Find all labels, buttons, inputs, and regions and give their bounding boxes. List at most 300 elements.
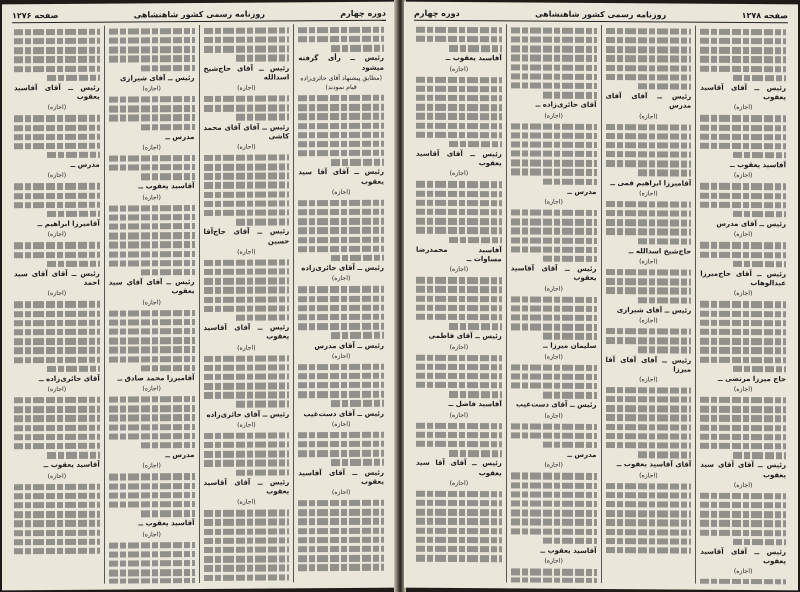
body-text-line (700, 415, 786, 422)
body-text-line (416, 85, 502, 92)
body-text-line (416, 295, 502, 302)
body-text-line (511, 364, 597, 371)
body-text-line (606, 142, 692, 149)
body-text-line (204, 556, 290, 563)
body-text-line (511, 323, 597, 330)
body-text-line (606, 37, 692, 44)
body-text-line (700, 529, 786, 536)
body-text-line (109, 483, 195, 490)
body-text-line (298, 500, 384, 507)
entry-note: (اجازه) (544, 198, 563, 206)
body-text-line (700, 356, 786, 363)
body-text-line (331, 255, 384, 262)
body-text-line (109, 473, 195, 480)
entry-note: (اجازه) (544, 353, 563, 361)
body-text-line (511, 73, 597, 80)
speaker-entry (109, 278, 195, 307)
body-text-line (416, 527, 502, 534)
body-text-line (511, 46, 597, 53)
body-text-line (204, 105, 290, 112)
body-text-line (733, 152, 786, 159)
speaker-name: رئیس ــ آقای آقاسید یعقوب (14, 83, 100, 101)
body-text-line (141, 124, 194, 131)
entry-note: (اجازه) (331, 420, 351, 428)
body-text-line (47, 152, 100, 159)
body-text-line (141, 365, 194, 372)
body-text-line (606, 433, 692, 440)
body-text-line (511, 27, 597, 34)
body-text-line (700, 319, 786, 326)
speaker-entry (511, 265, 597, 294)
body-text-line (141, 173, 194, 180)
speaker-entry (204, 123, 290, 152)
entry-note: (اجازه) (733, 568, 753, 576)
body-text-line (700, 28, 786, 35)
body-text-line (298, 432, 384, 439)
body-text-line (47, 74, 100, 81)
body-text-line (511, 132, 597, 139)
speaker-name: رئیس ــ آقای آقای آقا میرزا (605, 355, 692, 374)
speaker-entry (416, 245, 502, 274)
body-text-line (298, 131, 384, 138)
speaker-name: آقاسید یعقوب ــ (138, 519, 195, 528)
body-text-line (606, 547, 692, 554)
speaker-entry (511, 101, 597, 121)
body-text-line (511, 473, 597, 480)
speaker-entry (109, 133, 195, 153)
entry-note: (اجازه) (733, 172, 753, 180)
body-text-line (511, 500, 597, 507)
body-text-line (109, 542, 195, 549)
body-text-line (204, 46, 290, 53)
speaker-entry (109, 519, 195, 539)
body-text-line (14, 415, 100, 422)
body-text-line (14, 183, 100, 190)
body-text-line (331, 45, 384, 52)
page-number: صفحه ۱۲۷۶ (12, 10, 59, 20)
body-text-line (298, 27, 384, 34)
body-text-line (416, 422, 502, 429)
speaker-entry (606, 460, 692, 480)
speaker-entry (700, 548, 786, 577)
body-text-line (109, 569, 195, 576)
body-text-line (14, 28, 100, 35)
body-text-line (331, 400, 384, 407)
speaker-name: سلیمان میرزا ــ (542, 342, 597, 351)
body-text-line (14, 115, 100, 122)
body-text-line (204, 296, 290, 303)
body-text-line (109, 205, 195, 212)
body-text-line (511, 432, 597, 439)
body-text-line (14, 406, 100, 413)
body-text-line (298, 564, 384, 571)
body-text-line (204, 392, 290, 399)
body-text-line (700, 47, 786, 54)
body-text-line (416, 181, 502, 188)
text-columns (10, 24, 388, 585)
body-text-line (416, 227, 502, 234)
body-text-line (416, 546, 502, 553)
body-text-line (47, 452, 100, 459)
body-text-line (204, 432, 290, 439)
entry-note: (اجازه) (544, 412, 563, 420)
speaker-name: آقامیرزا ابراهیم ــ (37, 219, 100, 229)
body-text-line (606, 337, 692, 344)
body-text-line (204, 259, 290, 266)
body-text-line (606, 405, 692, 412)
body-text-line (14, 47, 100, 54)
newspaper-title: روزنامه رسمی کشور شاهنشاهی (133, 9, 265, 19)
body-text-line (511, 169, 597, 176)
speaker-entry (298, 468, 384, 497)
body-text-line (14, 443, 100, 450)
body-text-line (14, 133, 100, 140)
body-text-line (14, 347, 100, 354)
body-text-line (109, 28, 195, 35)
body-text-line (543, 333, 596, 340)
entry-note: (اجازه) (449, 170, 469, 178)
body-text-line (606, 424, 692, 431)
body-text-line (14, 483, 100, 490)
body-text-line (511, 305, 597, 312)
body-text-line (14, 538, 100, 545)
body-text-line (700, 347, 786, 354)
body-text-line (733, 539, 786, 546)
body-text-line (204, 537, 290, 544)
body-text-line (236, 314, 289, 321)
entry-note: (اجازه) (544, 462, 563, 470)
body-text-line (543, 92, 596, 99)
body-text-line (14, 202, 100, 209)
body-text-line (14, 338, 100, 345)
text-column (412, 24, 506, 583)
speaker-entry (700, 375, 786, 395)
body-text-line (511, 219, 597, 226)
body-text-line (733, 452, 786, 459)
body-text-line (298, 236, 384, 243)
speaker-entry (204, 64, 290, 93)
speaker-entry (416, 54, 502, 74)
body-text-line (606, 28, 692, 35)
body-text-line (416, 200, 502, 207)
speaker-entry (14, 161, 100, 181)
entry-note: (اجازه) (544, 557, 563, 565)
body-text-line (109, 337, 195, 344)
entry-note: (اجازه) (47, 172, 67, 180)
body-text-line (109, 223, 195, 230)
body-text-line (638, 238, 691, 245)
body-text-line (298, 141, 384, 148)
body-text-line (606, 219, 692, 226)
body-text-line (606, 387, 692, 394)
body-text-line (638, 297, 691, 304)
body-text-line (700, 511, 786, 518)
body-text-line (14, 65, 100, 72)
speaker-entry (109, 451, 195, 471)
entry-note: (اجازه) (733, 386, 753, 394)
entry-note: (اجازه) (331, 188, 351, 196)
body-text-line (109, 214, 195, 221)
body-text-line (511, 382, 597, 389)
body-text-line (511, 55, 597, 62)
speaker-name: رئیس ــ آقای مدرس (716, 220, 786, 229)
body-text-line (416, 95, 502, 102)
body-text-line (700, 397, 786, 404)
speaker-name: رئیس ــ آقای آقاسید یعقوب (700, 547, 786, 566)
body-text-line (204, 382, 290, 389)
entry-note: (اجازه) (47, 290, 67, 298)
body-text-line (204, 182, 290, 189)
body-text-line (700, 133, 786, 140)
body-text-line (606, 124, 692, 131)
speaker-entry (606, 92, 692, 121)
speaker-name: آقاسید یعقوب ــ (43, 461, 100, 470)
body-text-line (14, 38, 100, 45)
body-text-line (416, 286, 502, 293)
body-text-line (606, 510, 692, 517)
body-text-line (14, 301, 100, 308)
left-page (2, 2, 396, 591)
body-text-line (109, 405, 195, 412)
speaker-name: رئیس ــ آقای حاج‌شیخ اسدالله (203, 63, 290, 82)
text-column (506, 24, 601, 583)
speaker-entry (606, 356, 692, 385)
speaker-entry (700, 220, 786, 240)
entry-note: (اجازه) (733, 104, 753, 112)
body-text-line (14, 192, 100, 199)
body-text-line (416, 441, 502, 448)
body-text-line (606, 538, 692, 545)
body-text-line (606, 492, 692, 499)
body-text-line (511, 314, 597, 321)
body-text-line (236, 469, 289, 476)
entry-note: (اجازه) (449, 343, 469, 351)
body-text-line (298, 227, 384, 234)
speaker-name: آقاسید یعقوب ــ (729, 161, 786, 170)
body-text-line (14, 520, 100, 527)
body-text-line (511, 491, 597, 498)
entry-note: (اجازه) (639, 471, 658, 480)
body-text-line (109, 328, 195, 335)
body-text-line (204, 441, 290, 448)
body-text-line (638, 170, 691, 177)
body-text-line (449, 141, 502, 148)
body-text-line (298, 323, 384, 330)
text-column (104, 25, 199, 584)
session-label: دوره چهارم (340, 8, 386, 18)
body-text-line (298, 104, 384, 111)
speaker-name: رئیس ــ آقای آقای سید یعقوب (108, 278, 195, 296)
entry-note: (اجازه) (237, 84, 256, 92)
speaker-name: رئیس ــ آقای شیرازی (616, 305, 692, 315)
entry-note: (اجازه) (237, 344, 256, 352)
speaker-entry (14, 270, 100, 299)
body-text-line (204, 528, 290, 535)
body-text-line (606, 151, 692, 158)
body-text-line (109, 346, 195, 353)
body-text-line (204, 163, 290, 170)
text-columns (412, 24, 790, 585)
body-text-line (606, 415, 692, 422)
body-text-line (543, 392, 596, 399)
body-text-line (416, 209, 502, 216)
entry-note: (اجازه) (449, 479, 469, 487)
body-text-line (700, 192, 786, 199)
speaker-entry (606, 306, 692, 326)
entry-note: (اجازه) (47, 231, 67, 239)
body-text-line (606, 210, 692, 217)
entry-note: (اجازه) (142, 385, 161, 393)
entry-note: (اجازه) (449, 266, 469, 274)
body-text-line (298, 373, 384, 380)
speaker-entry (416, 459, 502, 488)
body-text-line (109, 155, 195, 162)
text-column (293, 24, 388, 583)
body-text-line (47, 365, 100, 372)
body-text-line (14, 492, 100, 499)
body-text-line (416, 113, 502, 120)
speaker-name: آقای حائری‌زاده ــ (535, 100, 597, 110)
speaker-name: رئیس ــ آقای آقاسید یعقوب (298, 468, 384, 486)
speaker-name: رئیس ــ آقای دست‌غیب (516, 400, 597, 410)
body-text-line (14, 143, 100, 150)
speaker-name: حاج‌شیخ اسدالله ــ (628, 246, 692, 256)
speaker-entry (416, 150, 502, 179)
body-text-line (298, 218, 384, 225)
body-text-line (543, 442, 596, 449)
body-text-line (109, 105, 195, 112)
entry-note: (مطابق پیشنهاد آقای حائری‌زاده قیام نمودند) (300, 74, 382, 92)
speaker-entry (700, 461, 786, 490)
newspaper-title: روزنامه رسمی کشور شاهنشاهی (535, 9, 667, 19)
entry-note: (اجازه) (639, 258, 658, 266)
body-text-line (14, 511, 100, 518)
text-column (695, 26, 790, 585)
body-text-line (331, 459, 384, 466)
body-text-line (606, 501, 692, 508)
body-text-line (606, 201, 692, 208)
body-text-line (606, 74, 692, 81)
body-text-line (204, 305, 290, 312)
speaker-name: رئیس ــ آقای دست‌غیب (303, 409, 384, 418)
body-text-line (14, 548, 100, 555)
entry-note: (اجازه) (142, 193, 161, 202)
body-text-line (109, 114, 195, 121)
body-text-line (204, 460, 290, 467)
body-text-line (298, 450, 384, 457)
body-text-line (109, 96, 195, 103)
body-text-line (700, 143, 786, 150)
body-text-line (14, 529, 100, 536)
body-text-line (511, 209, 597, 216)
body-text-line (700, 329, 786, 336)
body-text-line (298, 546, 384, 553)
body-text-line (606, 46, 692, 53)
body-text-line (700, 38, 786, 45)
entry-note: (اجازه) (142, 298, 161, 306)
speaker-entry (511, 342, 597, 362)
body-text-line (109, 164, 195, 171)
entry-note: (اجازه) (639, 376, 658, 384)
body-text-line (204, 268, 290, 275)
body-text-line (416, 76, 502, 83)
body-text-line (298, 363, 384, 370)
speaker-name: رئیس ــ آقای حاج‌میرزا عبدالوهاب (700, 269, 786, 288)
body-text-line (700, 310, 786, 317)
body-text-line (204, 154, 290, 161)
body-text-line (204, 565, 290, 572)
body-text-line (14, 356, 100, 363)
body-text-line (416, 190, 502, 197)
body-text-line (416, 500, 502, 507)
speaker-name: رئیس ــ آقای حائری‌زاده (301, 263, 384, 273)
body-text-line (109, 251, 195, 258)
body-text-line (511, 578, 597, 583)
body-text-line (511, 141, 597, 148)
body-text-line (14, 502, 100, 509)
body-text-line (700, 65, 786, 72)
entry-note: (اجازه) (237, 421, 256, 429)
body-text-line (14, 397, 100, 404)
body-text-line (700, 502, 786, 509)
body-text-line (700, 202, 786, 209)
body-text-line (511, 423, 597, 430)
speaker-entry (511, 546, 597, 566)
speaker-name: رئیس ــ آقای مدرس (314, 341, 384, 350)
body-text-line (416, 555, 502, 562)
body-text-line (733, 75, 786, 82)
body-text-line (511, 246, 597, 253)
body-text-line (416, 131, 502, 138)
speaker-entry (204, 228, 290, 257)
body-text-line (141, 510, 194, 517)
text-column (601, 25, 696, 584)
body-text-line (141, 442, 194, 449)
body-text-line (204, 278, 290, 285)
body-text-line (511, 160, 597, 167)
body-text-line (511, 519, 597, 526)
body-text-line (511, 36, 597, 43)
body-text-line (416, 354, 502, 361)
body-text-line (416, 277, 502, 284)
body-text-line (700, 124, 786, 131)
speaker-name: مدرس ــ (165, 132, 195, 141)
body-text-line (700, 301, 786, 308)
body-text-line (606, 396, 692, 403)
body-text-line (109, 356, 195, 363)
body-text-line (449, 45, 502, 52)
text-column (199, 24, 294, 583)
speaker-entry (14, 220, 100, 240)
body-text-line (700, 493, 786, 500)
entry-note: (اجازه) (47, 386, 67, 394)
body-text-line (606, 442, 692, 449)
body-text-line (511, 568, 597, 575)
body-text-line (511, 237, 597, 244)
body-text-line (204, 173, 290, 180)
entry-note: (اجازه) (639, 190, 658, 198)
body-text-line (543, 537, 596, 544)
speaker-name: رئیس ــ آقای حائری‌زاده (206, 410, 290, 419)
body-text-line (700, 115, 786, 122)
speaker-entry (416, 400, 502, 420)
body-text-line (298, 150, 384, 157)
body-text-line (109, 232, 195, 239)
body-text-line (236, 114, 289, 121)
body-text-line (298, 518, 384, 525)
speaker-entry (511, 187, 597, 207)
body-text-line (511, 510, 597, 517)
